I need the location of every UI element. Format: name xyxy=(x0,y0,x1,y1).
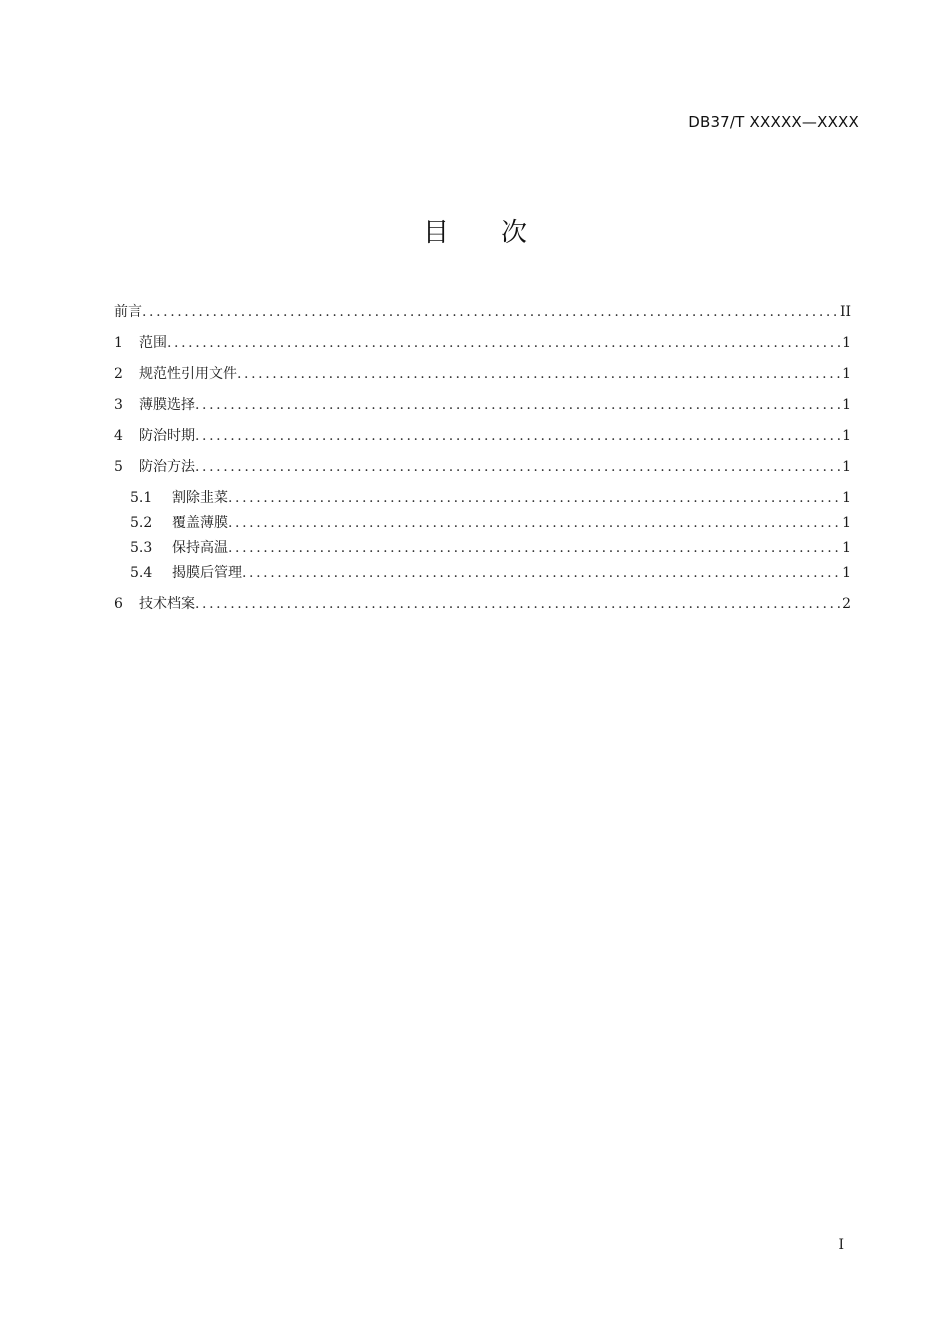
toc-entry-5-2[interactable] xyxy=(114,513,851,533)
title-char-2: 次 xyxy=(501,218,528,248)
toc-entry-5-4[interactable] xyxy=(114,563,851,583)
toc-leader-dots xyxy=(195,594,840,614)
toc-leader-dots xyxy=(195,395,840,415)
toc-entry-label: 揭膜后管理 xyxy=(172,565,242,581)
toc-entry-number: 3 xyxy=(114,397,123,413)
standard-code: DB37/T XXXXX—XXXX xyxy=(688,113,859,131)
toc-entry-2[interactable] xyxy=(114,364,851,384)
toc-entry-4[interactable] xyxy=(114,426,851,446)
toc-entry-label: 覆盖薄膜 xyxy=(172,515,228,531)
toc-entry-number: 5.3 xyxy=(130,540,153,556)
toc-entry-number: 5.1 xyxy=(130,490,153,506)
toc-entry-page: 1 xyxy=(842,490,851,506)
toc-entry-5-3[interactable] xyxy=(114,538,851,558)
toc-entry-label: 范围 xyxy=(139,335,167,351)
toc-leader-dots xyxy=(228,538,840,558)
toc-entry-foreword[interactable] xyxy=(114,302,851,322)
toc-entry-number: 5 xyxy=(114,459,123,475)
toc-entry-page: 1 xyxy=(842,540,851,556)
toc-entry-page: 2 xyxy=(842,596,851,612)
toc-entry-number: 5.4 xyxy=(130,565,153,581)
toc-entry-label: 割除韭菜 xyxy=(172,490,228,506)
toc-entry-page: 1 xyxy=(842,335,851,351)
title-char-1: 目 xyxy=(422,218,449,248)
toc-leader-dots xyxy=(228,488,840,508)
toc-leader-dots xyxy=(228,513,840,533)
toc-entry-number: 2 xyxy=(114,366,123,382)
toc-entry-5-1[interactable] xyxy=(114,488,851,508)
toc-entry-page: 1 xyxy=(842,428,851,444)
toc-leader-dots xyxy=(237,364,840,384)
toc-entry-number: 5.2 xyxy=(130,515,153,531)
toc-entry-page: 1 xyxy=(842,459,851,475)
toc-entry-page: II xyxy=(839,304,851,320)
toc-entry-number: 1 xyxy=(114,335,123,351)
table-of-contents xyxy=(114,302,851,625)
toc-entry-label: 防治方法 xyxy=(139,459,195,475)
toc-entry-number: 6 xyxy=(114,596,123,612)
toc-entry-6[interactable] xyxy=(114,594,851,614)
toc-leader-dots xyxy=(167,333,840,353)
toc-entry-label: 技术档案 xyxy=(139,596,195,612)
toc-entry-1[interactable] xyxy=(114,333,851,353)
toc-entry-label: 薄膜选择 xyxy=(139,397,195,413)
toc-entry-label: 防治时期 xyxy=(139,428,195,444)
toc-entry-3[interactable] xyxy=(114,395,851,415)
toc-entry-page: 1 xyxy=(842,366,851,382)
page-title xyxy=(0,212,950,249)
toc-leader-dots xyxy=(195,426,840,446)
toc-entry-page: 1 xyxy=(842,515,851,531)
toc-entry-label: 保持高温 xyxy=(172,540,228,556)
toc-leader-dots xyxy=(195,457,840,477)
toc-entry-5[interactable] xyxy=(114,457,851,477)
toc-entry-number: 4 xyxy=(114,428,123,444)
toc-leader-dots xyxy=(142,302,838,322)
toc-entry-page: 1 xyxy=(842,565,851,581)
toc-leader-dots xyxy=(242,563,840,583)
toc-entry-label: 前言 xyxy=(114,304,142,320)
toc-entry-page: 1 xyxy=(842,397,851,413)
toc-entry-label: 规范性引用文件 xyxy=(139,366,237,382)
page-number: I xyxy=(838,1237,844,1253)
